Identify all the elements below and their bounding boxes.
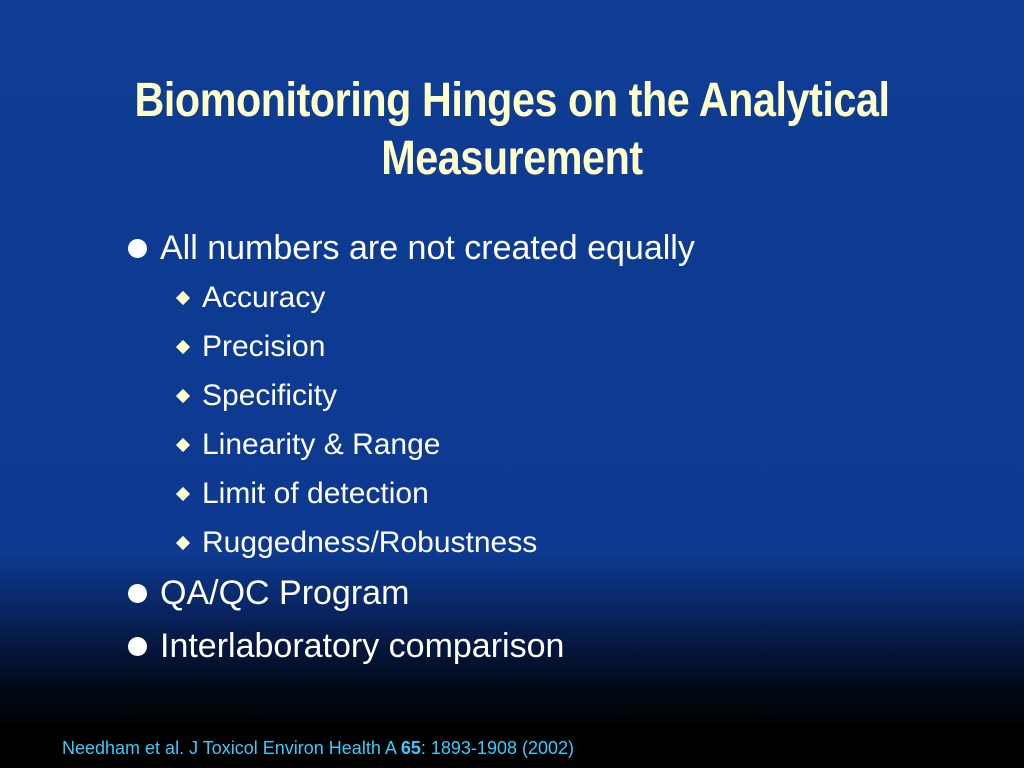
diamond-bullet-icon bbox=[176, 536, 190, 550]
sub-bullet-text: Specificity bbox=[202, 379, 338, 412]
sub-bullet-text: Linearity & Range bbox=[202, 428, 441, 461]
citation-volume: 65 bbox=[400, 738, 421, 758]
sub-bullet-text: Accuracy bbox=[202, 281, 326, 314]
diamond-bullet-icon bbox=[176, 487, 190, 501]
sub-bullet-text: Precision bbox=[202, 330, 326, 363]
bullet-item bbox=[128, 228, 695, 268]
sub-bullet-item bbox=[176, 476, 429, 512]
citation bbox=[62, 738, 574, 759]
title-line-2: Measurement bbox=[381, 132, 643, 185]
bullet-text: QA/QC Program bbox=[160, 573, 410, 612]
sub-bullet-item bbox=[176, 525, 537, 561]
sub-bullet-item bbox=[176, 280, 325, 316]
diamond-bullet-icon bbox=[176, 389, 190, 403]
bullet-dot-icon bbox=[128, 239, 147, 258]
bullet-dot-icon bbox=[128, 637, 147, 656]
bullet-item bbox=[128, 626, 564, 666]
sub-bullet-text: Limit of detection bbox=[202, 477, 429, 510]
diamond-bullet-icon bbox=[176, 291, 190, 305]
bullet-item bbox=[128, 573, 409, 613]
sub-bullet-item bbox=[176, 427, 440, 463]
bullet-text: Interlaboratory comparison bbox=[160, 626, 565, 665]
sub-bullet-item bbox=[176, 378, 337, 414]
bullet-text: All numbers are not created equally bbox=[160, 228, 695, 267]
sub-bullet-item bbox=[176, 329, 325, 365]
citation-suffix: : 1893-1908 (2002) bbox=[420, 738, 575, 758]
bullet-dot-icon bbox=[128, 584, 147, 603]
title-line-1: Biomonitoring Hinges on the Analytical bbox=[134, 74, 890, 127]
sub-bullet-text: Ruggedness/Robustness bbox=[202, 526, 538, 559]
diamond-bullet-icon bbox=[176, 340, 190, 354]
citation-prefix: Needham et al. J Toxicol Environ Health A bbox=[62, 738, 401, 758]
diamond-bullet-icon bbox=[176, 438, 190, 452]
